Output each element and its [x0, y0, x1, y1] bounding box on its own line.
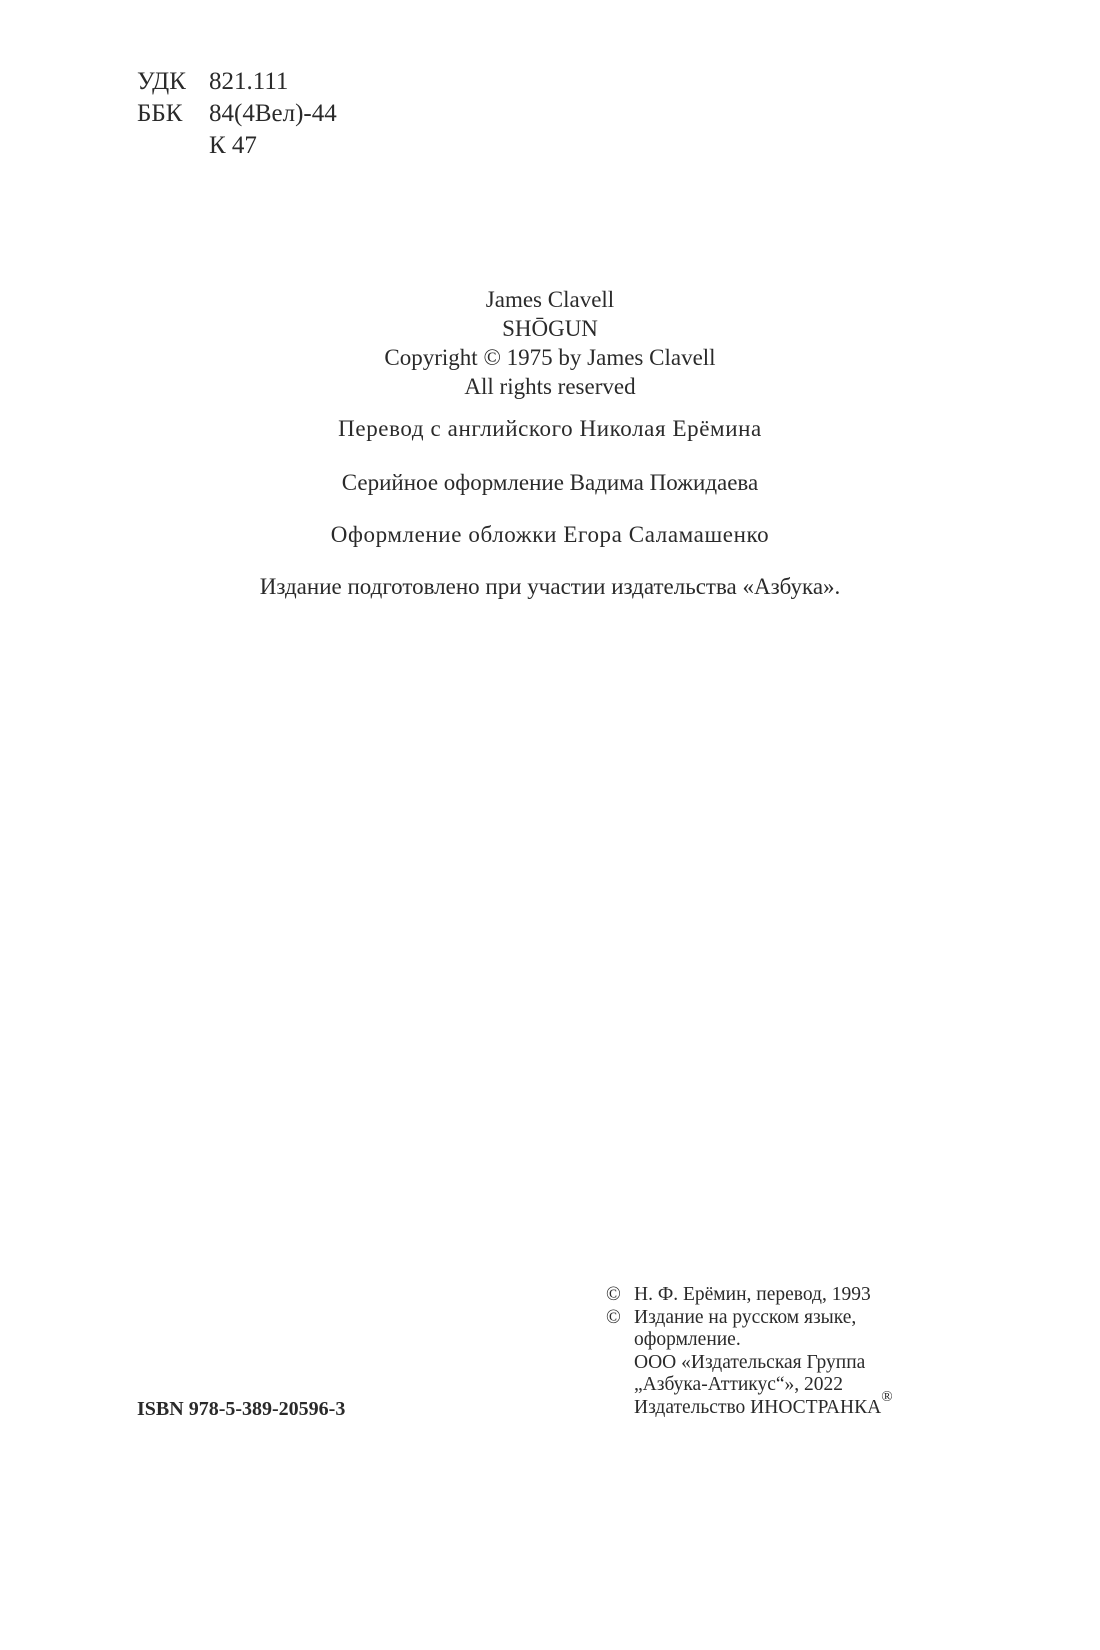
classification-block — [137, 66, 337, 162]
translation-copyright-row — [606, 1284, 893, 1307]
series-design-credit: Серийное оформление Вадима Пожидаева — [341, 470, 759, 495]
original-copyright: Copyright © 1975 by James Clavell — [384, 345, 716, 370]
original-edition-info — [0, 285, 1100, 401]
publisher-line-2: „Азбука-Аттикус“», 2022 — [634, 1374, 844, 1395]
edition-note: Издание подготовлено при участии издательства «Азбука». — [259, 574, 841, 599]
udk-label: УДК — [137, 68, 186, 95]
edition-line-1: Издание на русском языке, — [634, 1306, 857, 1328]
edition-line-2-row — [606, 1329, 893, 1352]
imprint: Издательство ИНОСТРАНКА — [634, 1396, 882, 1418]
copyright-symbol-icon: © — [606, 1284, 621, 1305]
bbk-label: ББК — [137, 100, 183, 127]
edition-line-2: оформление. — [634, 1329, 741, 1350]
imprint-row — [606, 1388, 893, 1420]
original-author: James Clavell — [485, 287, 615, 312]
publisher-line-2-row — [606, 1374, 893, 1397]
author-mark-row — [137, 130, 337, 162]
registered-mark-icon: ® — [881, 1388, 893, 1405]
bbk-row — [137, 98, 337, 130]
original-title: SHŌGUN — [502, 316, 598, 341]
copyright-symbol-icon: © — [606, 1306, 621, 1328]
translation-credit: Перевод с английского Николая Ерёмина — [338, 416, 762, 441]
publisher-line-1-row — [606, 1352, 893, 1375]
publisher-line-1: ООО «Издательская Группа — [634, 1351, 866, 1373]
isbn: ISBN 978-5-389-20596-3 — [137, 1398, 346, 1420]
udk-row — [137, 66, 337, 98]
udk-value: 821.111 — [209, 68, 289, 95]
credits-block — [0, 285, 1100, 602]
bbk-value: 84(4Вел)-44 — [209, 100, 337, 127]
translation-copyright: Н. Ф. Ерёмин, перевод, 1993 — [634, 1284, 871, 1305]
author-mark: К 47 — [209, 132, 257, 159]
rights-block — [606, 1284, 893, 1419]
edition-copyright-row — [606, 1307, 893, 1330]
cover-design-credit: Оформление обложки Егора Саламашенко — [330, 522, 770, 547]
original-rights: All rights reserved — [464, 374, 636, 399]
